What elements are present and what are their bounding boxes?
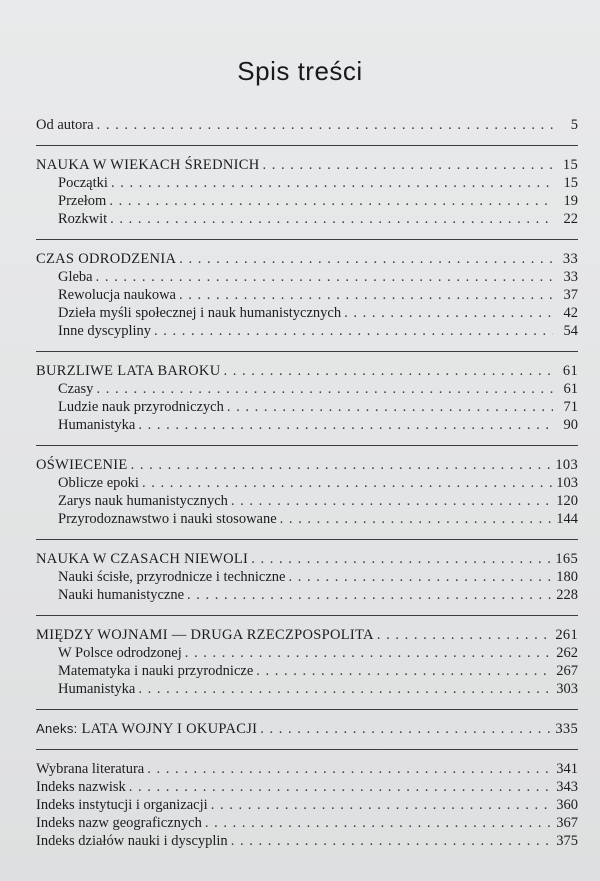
toc-entry-label: Od autora xyxy=(36,117,94,133)
toc-section-heading xyxy=(36,362,578,380)
dot-leader xyxy=(96,268,553,286)
toc-page-number: 343 xyxy=(556,779,578,795)
toc-entry-label: Oblicze epoki xyxy=(58,475,139,491)
toc-subentry xyxy=(36,174,578,192)
toc-entry-label: Indeks nazw geograficznych xyxy=(36,815,202,831)
toc-entry-label: NAUKA W CZASACH NIEWOLI xyxy=(36,551,249,567)
dot-leader xyxy=(344,304,553,322)
dot-leader xyxy=(223,362,553,380)
toc-subentry xyxy=(36,268,578,286)
toc-subentry xyxy=(36,380,578,398)
toc-page-number: 54 xyxy=(563,323,578,339)
toc-page-number: 103 xyxy=(555,457,578,473)
toc-subentry xyxy=(36,322,578,340)
toc-page-number: 15 xyxy=(562,157,578,173)
toc-page-number: 19 xyxy=(563,193,578,209)
toc-entry-label: Matematyka i nauki przyrodnicze xyxy=(58,663,254,679)
dot-leader xyxy=(185,644,553,662)
toc-page-number: 261 xyxy=(555,627,578,643)
toc-page-number: 15 xyxy=(563,175,578,191)
toc-subentry xyxy=(36,510,578,528)
toc-entry-label: Inne dyscypliny xyxy=(58,323,152,339)
toc-section-heading xyxy=(36,156,578,174)
dot-leader xyxy=(138,680,553,698)
toc-entry-label: Nauki ścisłe, przyrodnicze i techniczne xyxy=(58,569,286,585)
toc-page-number: 22 xyxy=(563,211,578,227)
dot-leader xyxy=(131,456,553,474)
dot-leader xyxy=(138,416,553,434)
toc-page-number: 37 xyxy=(563,287,578,303)
toc-back-matter-entry xyxy=(36,832,578,850)
section-divider xyxy=(36,539,578,540)
annex-prefix: Aneks: xyxy=(36,721,82,736)
toc-entry-label: W Polsce odrodzonej xyxy=(58,645,182,661)
toc-entry-label: Indeks nazwisk xyxy=(36,779,126,795)
section-divider xyxy=(36,709,578,710)
toc-page-number: 341 xyxy=(556,761,578,777)
toc-annex-entry xyxy=(36,720,578,738)
dot-leader xyxy=(111,174,553,192)
toc-entry-label: Indeks instytucji i organizacji xyxy=(36,797,208,813)
toc-subentry xyxy=(36,286,578,304)
dot-leader xyxy=(227,398,553,416)
toc-subentry xyxy=(36,304,578,322)
dot-leader xyxy=(288,568,553,586)
toc-entry-label: Początki xyxy=(58,175,108,191)
toc-section-heading xyxy=(36,550,578,568)
toc-entry-label: NAUKA W WIEKACH ŚREDNICH xyxy=(36,157,260,173)
toc-subentry xyxy=(36,644,578,662)
toc-entry-label: MIĘDZY WOJNAMI — DRUGA RZECZPOSPOLITA xyxy=(36,627,374,643)
toc-page-number: 375 xyxy=(556,833,578,849)
toc-subentry xyxy=(36,192,578,210)
toc-page-number: 33 xyxy=(562,251,578,267)
toc-entry-label: Zarys nauk humanistycznych xyxy=(58,493,228,509)
toc-page-number: 90 xyxy=(563,417,578,433)
dot-leader xyxy=(147,760,553,778)
dot-leader xyxy=(187,586,553,604)
toc-entry-label: BURZLIWE LATA BAROKU xyxy=(36,363,221,379)
dot-leader xyxy=(256,662,553,680)
dot-leader xyxy=(211,796,553,814)
toc-entry-label: LATA WOJNY I OKUPACJI xyxy=(81,721,258,737)
dot-leader xyxy=(179,286,553,304)
dot-leader xyxy=(260,720,552,738)
toc-page-number: 5 xyxy=(570,117,578,133)
section-divider xyxy=(36,239,578,240)
toc-section-heading xyxy=(36,626,578,644)
table-of-contents xyxy=(36,116,578,850)
toc-entry-label: Rewolucja naukowa xyxy=(58,287,176,303)
toc-subentry xyxy=(36,680,578,698)
toc-entry-label: Przełom xyxy=(58,193,107,209)
dot-leader xyxy=(97,116,553,134)
dot-leader xyxy=(231,832,553,850)
toc-back-matter-entry xyxy=(36,796,578,814)
section-divider xyxy=(36,445,578,446)
dot-leader xyxy=(142,474,553,492)
toc-subentry xyxy=(36,416,578,434)
toc-subentry xyxy=(36,586,578,604)
dot-leader xyxy=(280,510,553,528)
toc-entry-label: OŚWIECENIE xyxy=(36,457,128,473)
toc-subentry xyxy=(36,568,578,586)
toc-entry-label: Humanistyka xyxy=(58,417,136,433)
toc-entry-label: CZAS ODRODZENIA xyxy=(36,251,177,267)
toc-entry-label: Humanistyka xyxy=(58,681,136,697)
toc-entry-label: Czasy xyxy=(58,381,94,397)
toc-entry-intro xyxy=(36,116,578,134)
page-title: Spis treści xyxy=(237,56,363,86)
dot-leader xyxy=(179,250,553,268)
toc-entry-label: Ludzie nauk przyrodniczych xyxy=(58,399,224,415)
toc-entry-label: Nauki humanistyczne xyxy=(58,587,185,603)
toc-page-number: 267 xyxy=(556,663,578,679)
toc-section-heading xyxy=(36,456,578,474)
toc-entry-label: Wybrana literatura xyxy=(36,761,145,777)
dot-leader xyxy=(96,380,553,398)
toc-entry-label: Indeks działów nauki i dyscyplin xyxy=(36,833,228,849)
toc-section-heading xyxy=(36,250,578,268)
toc-entry-label: Dzieła myśli społecznej i nauk humanistycznych xyxy=(58,305,342,321)
toc-sections xyxy=(36,145,578,850)
toc-page-number: 103 xyxy=(556,475,578,491)
dot-leader xyxy=(109,192,553,210)
toc-page-number: 303 xyxy=(556,681,578,697)
dot-leader xyxy=(154,322,553,340)
dot-leader xyxy=(205,814,553,832)
toc-page-number: 120 xyxy=(556,493,578,509)
toc-page-number: 42 xyxy=(563,305,578,321)
toc-page-number: 367 xyxy=(556,815,578,831)
dot-leader xyxy=(377,626,553,644)
toc-page-number: 335 xyxy=(555,721,578,737)
toc-subentry xyxy=(36,474,578,492)
toc-page-number: 33 xyxy=(563,269,578,285)
toc-page-number: 165 xyxy=(555,551,578,567)
dot-leader xyxy=(231,492,553,510)
dot-leader xyxy=(251,550,552,568)
toc-page-number: 61 xyxy=(562,363,578,379)
toc-back-matter-entry xyxy=(36,814,578,832)
dot-leader xyxy=(129,778,553,796)
toc-page-number: 262 xyxy=(556,645,578,661)
section-divider xyxy=(36,351,578,352)
toc-back-matter-entry xyxy=(36,760,578,778)
toc-subentry xyxy=(36,662,578,680)
section-divider xyxy=(36,145,578,146)
toc-back-matter-entry xyxy=(36,778,578,796)
toc-page-number: 71 xyxy=(563,399,578,415)
toc-subentry xyxy=(36,398,578,416)
toc-entry-label: Przyrodoznawstwo i nauki stosowane xyxy=(58,511,277,527)
toc-page-number: 360 xyxy=(556,797,578,813)
toc-page-number: 228 xyxy=(556,587,578,603)
toc-page-number: 144 xyxy=(556,511,578,527)
toc-subentry xyxy=(36,492,578,510)
toc-entry-label: Rozkwit xyxy=(58,211,108,227)
toc-page-number: 61 xyxy=(563,381,578,397)
toc-page-number: 180 xyxy=(556,569,578,585)
dot-leader xyxy=(263,156,554,174)
toc-entry-label: Gleba xyxy=(58,269,93,285)
section-divider xyxy=(36,749,578,750)
section-divider xyxy=(36,615,578,616)
dot-leader xyxy=(110,210,553,228)
toc-subentry xyxy=(36,210,578,228)
